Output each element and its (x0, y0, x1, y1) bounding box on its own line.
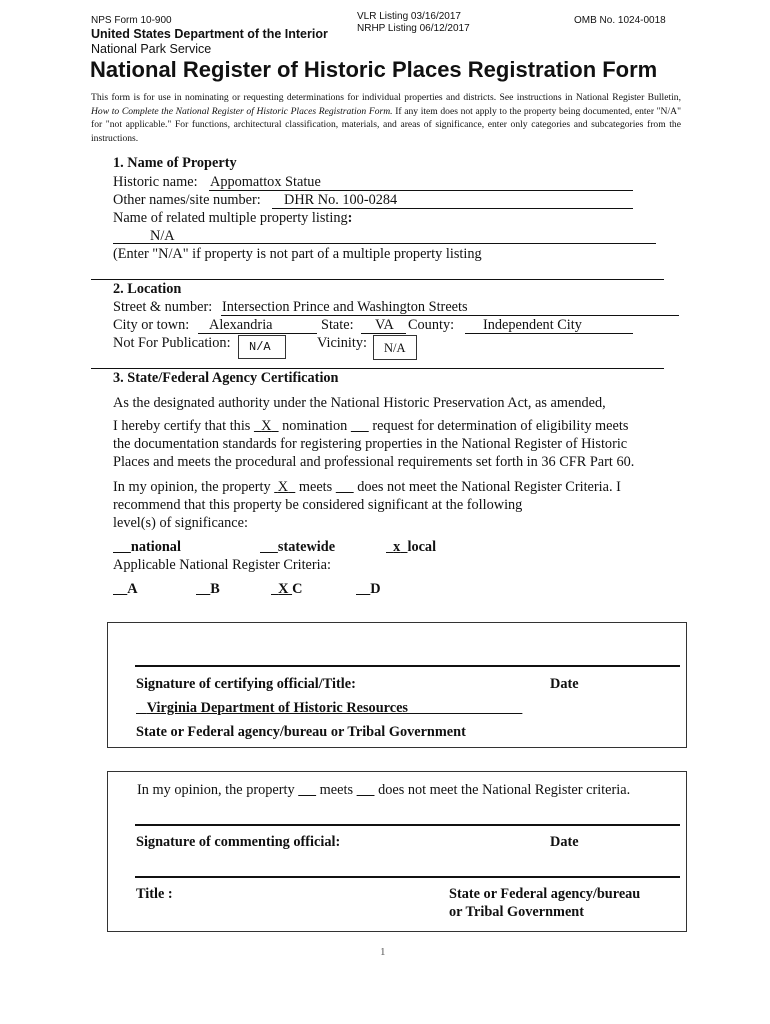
nomination-check[interactable] (254, 418, 279, 434)
other-names-label: Other names/site number: (113, 192, 261, 208)
commenting-date-label: Date (550, 834, 579, 850)
page-number: 1 (380, 946, 386, 958)
multiple-listing-label (113, 210, 352, 227)
level-local-label: local (407, 539, 437, 555)
certifying-agency-label: State or Federal agency/bureau or Tribal Government (136, 724, 466, 740)
vicinity-field[interactable] (373, 335, 417, 360)
multiple-listing-note: (Enter "N/A" if property is not part of a multiple property listing (113, 246, 482, 262)
certify-text-a: I hereby certify that this (113, 418, 251, 434)
department-name: United States Department of the Interior (91, 27, 328, 41)
service-name: National Park Service (91, 42, 212, 56)
commenting-signature-line[interactable] (135, 824, 680, 826)
level-national-label: national (130, 539, 181, 555)
multiple-listing-value[interactable]: N/A (150, 228, 175, 244)
certifying-date-label: Date (550, 676, 579, 692)
opinion-line-2: recommend that this property be considered significant at the following (113, 497, 523, 513)
county-label: County: (408, 317, 455, 333)
commenting-meets-check[interactable] (298, 782, 316, 798)
certifying-agency-value[interactable] (136, 700, 522, 717)
criteria-b-option[interactable] (196, 581, 220, 598)
historic-name-label: Historic name: (113, 174, 198, 190)
opinion-text-b: meets (298, 479, 333, 495)
criteria-c-mark: X (278, 581, 289, 597)
city-label: City or town: (113, 317, 190, 333)
commenting-title-line[interactable] (135, 876, 680, 878)
level-national-option[interactable] (113, 539, 181, 556)
city-underline (198, 333, 317, 334)
criteria-c-label: C (292, 581, 303, 597)
section2-heading: 2. Location (113, 281, 182, 297)
intro-bulletin-title: How to Complete the National Register of Historic Places Registration Form. (91, 105, 393, 117)
omb-number: OMB No. 1024-0018 (574, 15, 666, 26)
intro-text-2: If any item does not apply to the property being documented, enter "N/A" for "not applicable." For functions, architectural classification, materials, and areas of significance, enter only categories and subcategories from the instructions. (91, 105, 681, 144)
historic-name-value[interactable]: Appomattox Statue (210, 174, 321, 190)
county-value[interactable]: Independent City (483, 317, 582, 333)
intro-paragraph (91, 91, 681, 145)
certify-line-3: Places and meets the procedural and professional requirements set forth in 36 CFR Part 60. (113, 454, 635, 470)
level-statewide-option[interactable] (260, 539, 335, 556)
city-value[interactable]: Alexandria (209, 317, 273, 333)
commenting-does-not-meet-check[interactable] (357, 782, 375, 798)
nomination-mark: X (261, 418, 272, 434)
historic-name-underline (209, 190, 633, 191)
level-local-option[interactable] (386, 539, 436, 556)
criteria-d-label: D (370, 581, 381, 597)
other-names-underline (272, 208, 633, 209)
certifying-signature-line[interactable] (135, 665, 680, 667)
nrhp-listing: NRHP Listing 06/12/2017 (357, 23, 470, 34)
section-divider-1 (91, 279, 664, 280)
authority-statement: As the designated authority under the National Historic Preservation Act, as amended, (113, 395, 606, 411)
multiple-listing-underline (113, 243, 656, 244)
section3-heading: 3. State/Federal Agency Certification (113, 370, 339, 386)
criteria-b-label: B (210, 581, 220, 597)
commenting-opinion (137, 782, 630, 799)
criteria-a-option[interactable] (113, 581, 138, 598)
commenting-opinion-a: In my opinion, the property (137, 782, 295, 798)
criteria-a-label: A (127, 581, 138, 597)
publication-label: Not For Publication: (113, 335, 231, 351)
publication-value: N/A (249, 340, 271, 354)
multiple-listing-colon: : (347, 210, 353, 226)
vicinity-value: N/A (384, 341, 406, 355)
commenting-agency-line1: State or Federal agency/bureau (449, 886, 641, 902)
meets-check[interactable] (274, 479, 295, 495)
request-check[interactable] (351, 418, 369, 434)
state-underline (361, 333, 406, 334)
criteria-d-option[interactable] (356, 581, 381, 598)
commenting-title-label: Title : (136, 886, 173, 902)
county-underline (465, 333, 633, 334)
commenting-opinion-c: does not meet the National Register criteria. (378, 782, 631, 798)
street-label: Street & number: (113, 299, 213, 315)
opinion-text-c: does not meet the National Register Criteria. I (357, 479, 621, 495)
street-underline (221, 315, 679, 316)
commenting-agency-line2: or Tribal Government (449, 904, 585, 920)
level-statewide-label: statewide (277, 539, 336, 555)
certify-text-b: nomination (282, 418, 348, 434)
certifying-agency-text: Virginia Department of Historic Resources (146, 700, 408, 716)
criteria-label: Applicable National Register Criteria: (113, 557, 331, 573)
certifying-signature-label: Signature of certifying official/Title: (136, 676, 356, 692)
vlr-listing: VLR Listing 03/16/2017 (357, 11, 461, 22)
meets-mark: X (277, 479, 289, 495)
publication-field[interactable] (238, 335, 286, 359)
intro-text-1: This form is for use in nominating or requesting determinations for individual properties and districts. See instructions in National Register Bulletin, (91, 92, 681, 103)
multiple-listing-label-text: Name of related multiple property listing (113, 210, 348, 226)
other-names-value[interactable]: DHR No. 100-0284 (284, 192, 398, 208)
certify-line-2: the documentation standards for registering properties in the National Register of Historic (113, 436, 628, 452)
opinion-text-a: In my opinion, the property (113, 479, 271, 495)
level-local-mark: x (393, 539, 401, 555)
commenting-opinion-b: meets (319, 782, 354, 798)
criteria-c-option[interactable] (271, 581, 302, 598)
street-value[interactable]: Intersection Prince and Washington Streets (222, 299, 468, 315)
certify-text-c: request for determination of eligibility meets (372, 418, 629, 434)
page-title: National Register of Historic Places Registration Form (90, 57, 658, 82)
opinion-line-3: level(s) of significance: (113, 515, 248, 531)
certify-line-1 (113, 418, 628, 435)
section-divider-2 (91, 368, 664, 369)
does-not-meet-check[interactable] (336, 479, 354, 495)
state-label: State: (321, 317, 354, 333)
form-number: NPS Form 10-900 (91, 15, 172, 26)
commenting-signature-label: Signature of commenting official: (136, 834, 341, 850)
state-value[interactable]: VA (375, 317, 394, 333)
vicinity-label: Vicinity: (317, 335, 367, 351)
opinion-line-1 (113, 479, 621, 496)
section1-heading: 1. Name of Property (113, 155, 237, 171)
